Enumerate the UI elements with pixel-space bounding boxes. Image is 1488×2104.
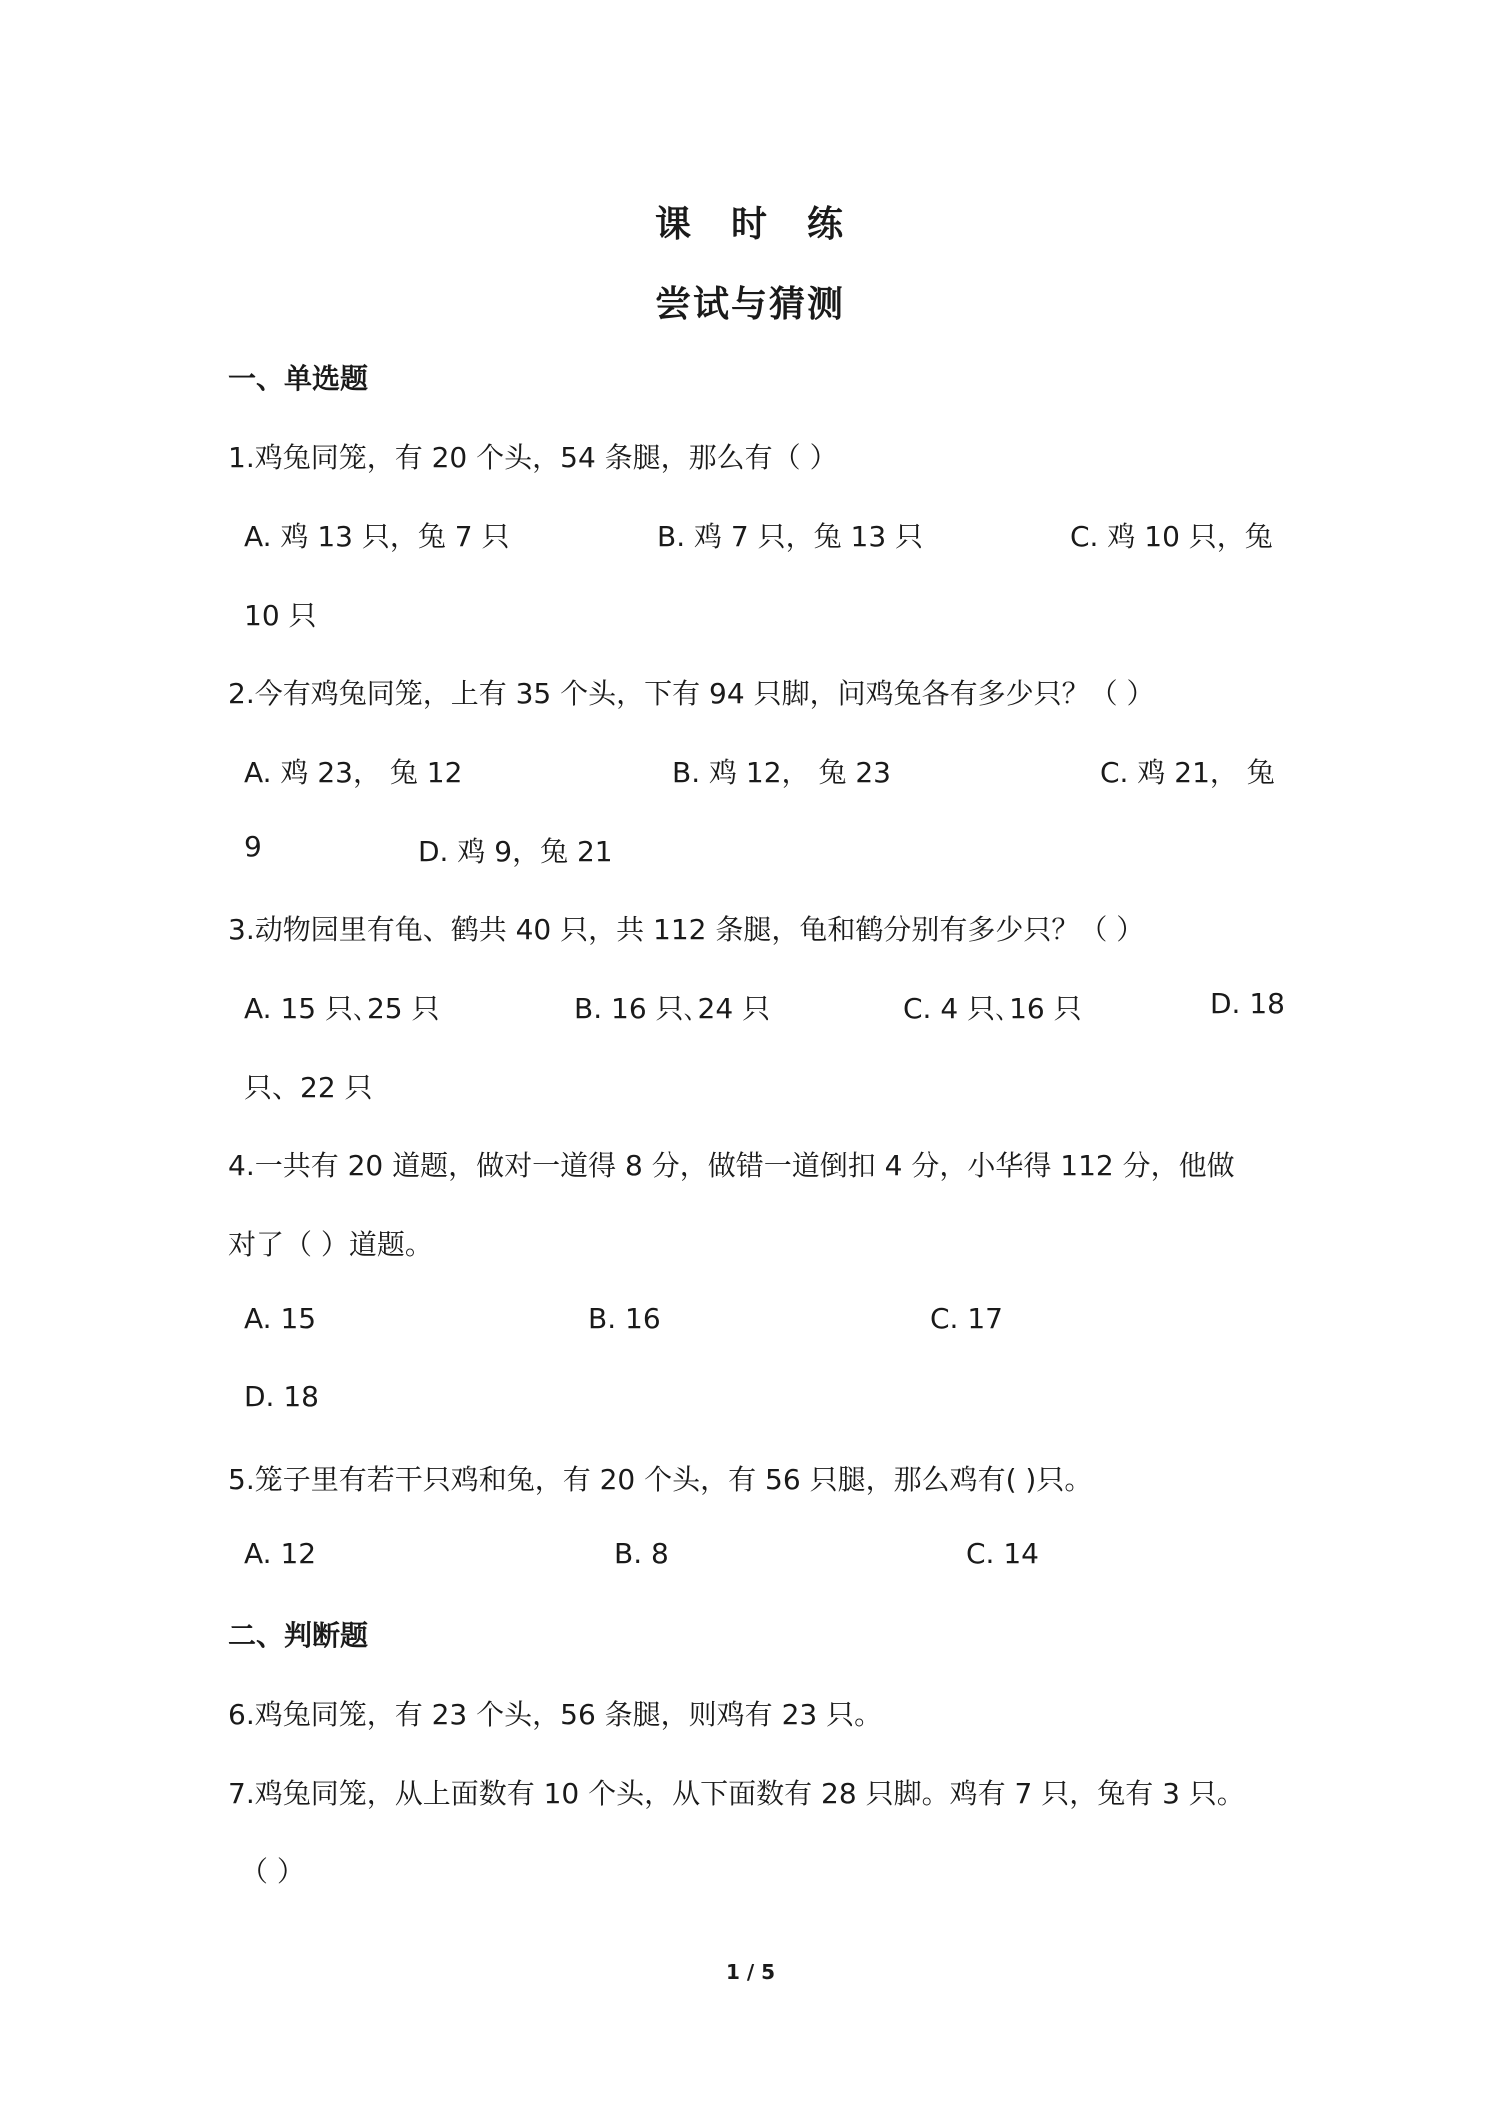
question-5-option-a: A. 12	[244, 1537, 317, 1570]
section-heading: 一、单选题	[228, 362, 369, 395]
question-3-option-d: D. 18	[1210, 987, 1285, 1020]
page-subtitle: 尝试与猜测	[655, 284, 846, 325]
question-7-answer-blank: （ ）	[240, 1855, 305, 1888]
page-title	[655, 196, 883, 247]
question-3-option-a: A. 15 只､25 只	[244, 992, 440, 1025]
question-3-option-d-cont: 只、22 只	[244, 1071, 373, 1104]
question-5-option-c: C. 14	[966, 1537, 1039, 1570]
question-7: 7.鸡兔同笼，从上面数有 10 个头，从下面数有 28 只脚。鸡有 7 只，兔有 3 只。	[228, 1777, 1245, 1810]
question-2: 2.今有鸡兔同笼，上有 35 个头，下有 94 只脚，问鸡兔各有多少只？（ ）	[228, 677, 1155, 710]
question-2-option-c: C. 鸡 21， 兔	[1100, 756, 1275, 789]
question-1-option-a: A. 鸡 13 只，兔 7 只	[244, 520, 510, 553]
question-6: 6.鸡兔同笼，有 23 个头，56 条腿，则鸡有 23 只。	[228, 1698, 883, 1731]
section-heading: 二、判断题	[228, 1619, 369, 1652]
question-5: 5.笼子里有若干只鸡和兔，有 20 个头，有 56 只腿，那么鸡有( )只。	[228, 1463, 1093, 1496]
question-1-option-c: C. 鸡 10 只，兔	[1070, 520, 1273, 553]
question-1-option-c-cont: 10 只	[244, 599, 317, 632]
question-1-option-b: B. 鸡 7 只，兔 13 只	[657, 520, 924, 553]
question-4-option-c: C. 17	[930, 1302, 1003, 1335]
question-2-option-c-cont: 9	[244, 830, 262, 863]
question-3-option-c: C. 4 只､16 只	[903, 992, 1082, 1025]
question-4-option-d: D. 18	[244, 1380, 319, 1413]
page-number: 1 / 5	[726, 1960, 776, 1984]
question-2-option-d: D. 鸡 9，兔 21	[418, 835, 613, 868]
question-4: 4.一共有 20 道题，做对一道得 8 分，做错一道倒扣 4 分，小华得 112 分，他做	[228, 1149, 1235, 1182]
question-5-option-b: B. 8	[614, 1537, 669, 1570]
question-2-option-b: B. 鸡 12， 兔 23	[672, 756, 891, 789]
title-char: 课	[655, 204, 694, 245]
title-char: 时	[731, 204, 770, 245]
question-2-option-a: A. 鸡 23， 兔 12	[244, 756, 463, 789]
title-char: 练	[807, 204, 846, 245]
question-1: 1.鸡兔同笼，有 20 个头，54 条腿，那么有（ ）	[228, 441, 838, 474]
question-4-option-a: A. 15	[244, 1302, 317, 1335]
question-4-option-b: B. 16	[588, 1302, 661, 1335]
question-3: 3.动物园里有龟、鹤共 40 只，共 112 条腿，龟和鹤分别有多少只？（ ）	[228, 913, 1145, 946]
question-4-cont: 对了（ ）道题。	[228, 1228, 433, 1261]
question-3-option-b: B. 16 只､24 只	[574, 992, 771, 1025]
